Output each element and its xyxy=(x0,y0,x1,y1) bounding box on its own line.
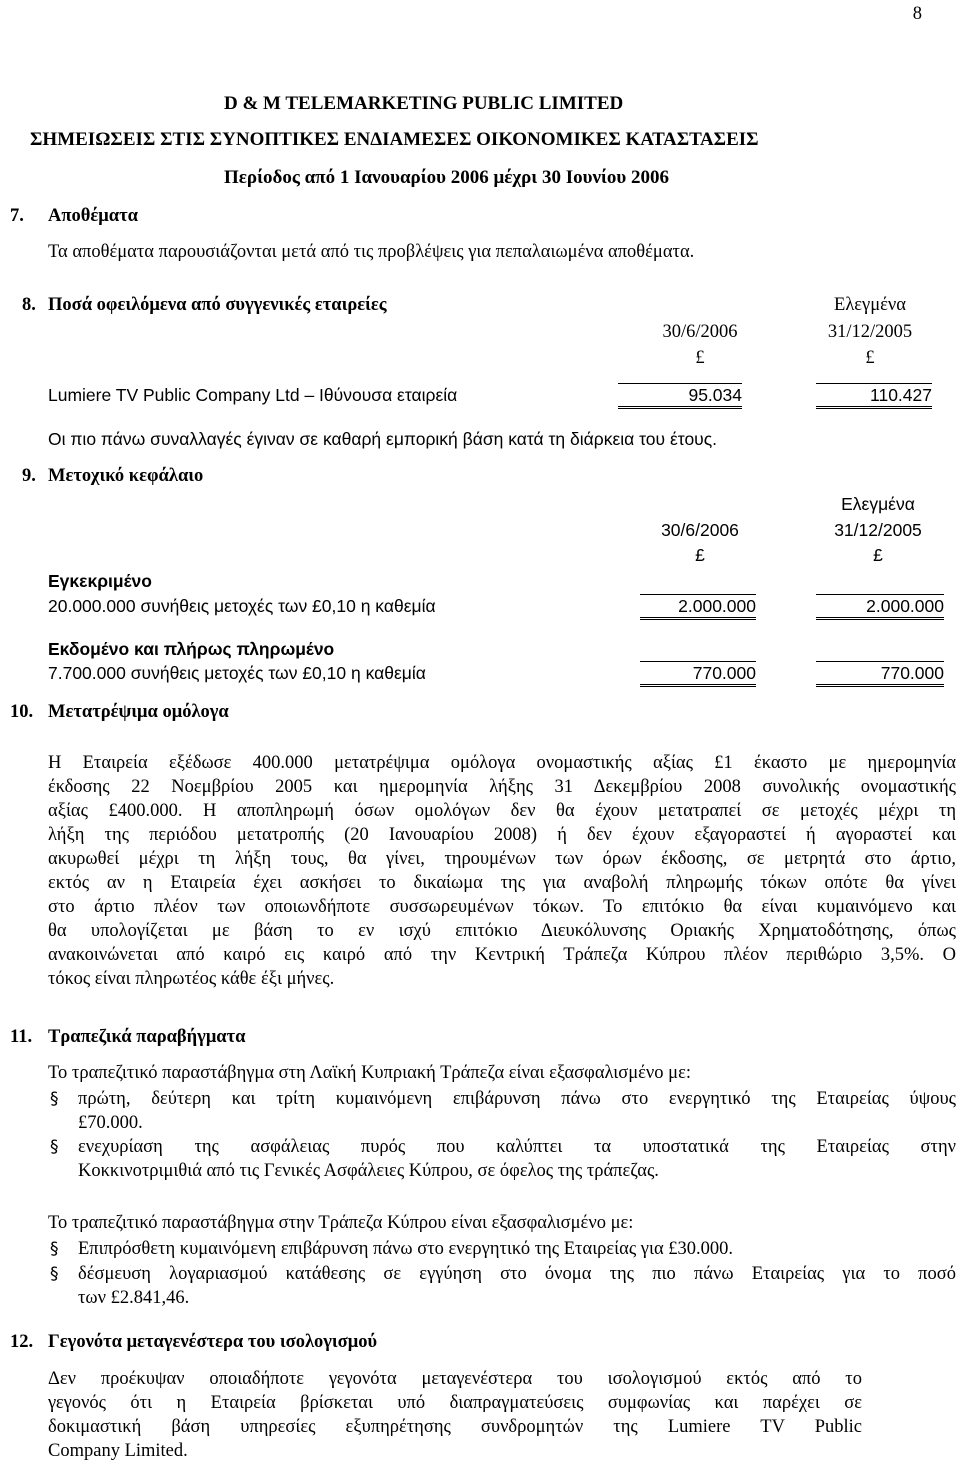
note-12-line: γεγονός ότι η Εταιρεία βρίσκεται υπό διαπραγματεύσεις συμφωνίας και παρέχει σε xyxy=(48,1393,862,1413)
note-11-number: 11. xyxy=(10,1027,33,1047)
note-10-line: στο άρτιο πλέον των οποιωνδήποτε συσσωρευμένων τόκων. Το επιτόκιο θα είναι κυμαινόμενο και xyxy=(48,897,956,917)
note-10-line: τόκος είναι πληρωτέος κάθε έξι μήνες. xyxy=(48,969,335,989)
note-12-number: 12. xyxy=(10,1332,34,1352)
note-9-approved-value-2006: 2.000.000 xyxy=(640,594,756,620)
note-11-bullet-4 xyxy=(78,1262,956,1310)
note-8-text: Οι πιο πάνω συναλλαγές έγιναν σε καθαρή εμπορική βάση κατά τη διάρκεια του έτους. xyxy=(48,429,718,449)
note-11-intro-boc: Το τραπεζιτικό παραστάβηγμα στην Τράπεζα Κύπρου είναι εξασφαλισμένο με: xyxy=(48,1213,634,1233)
note-8-number: 8. xyxy=(22,295,36,315)
note-10-title: Μετατρέψιμα ομόλογα xyxy=(48,702,229,722)
note-10-line: Η Εταιρεία εξέδωσε 400.000 μετατρέψιμα ομόλογα ονομαστικής αξίας £1 έκαστο με ημερομηνία xyxy=(48,753,956,773)
note-9-approved-heading: Εγκεκριμένο xyxy=(48,571,152,591)
note-8-title: Ποσά οφειλόμενα από συγγενικές εταιρείες xyxy=(48,295,387,315)
bullet-line: £70.000. xyxy=(78,1113,143,1133)
note-9-col2-header: 31/12/2005 xyxy=(834,520,922,540)
bullet-line: των £2.841,46. xyxy=(78,1288,190,1308)
note-11-bullet-3: Επιπρόσθετη κυμαινόμενη επιβάρυνση πάνω στο ενεργητικό της Εταιρείας για £30.000. xyxy=(78,1239,734,1259)
note-9-issued-heading: Εκδομένο και πλήρως πληρωμένο xyxy=(48,639,335,659)
note-12-line: Δεν προέκυψαν οποιαδήποτε γεγονότα μεταγενέστερα του ισολογισμού εκτός από το xyxy=(48,1369,862,1389)
note-9-audited-label: Ελεγμένα xyxy=(841,494,915,514)
note-10-line: έκδοσης 22 Νοεμβρίου 2005 και ημερομηνία λήξης 31 Δεκεμβρίου 2008 συνολικής ονομαστικής xyxy=(48,777,956,797)
note-11-intro-laiki: Το τραπεζιτικό παραστάβηγμα στη Λαϊκή Κυπριακή Τράπεζα είναι εξασφαλισμένο με: xyxy=(48,1063,691,1083)
note-12-paragraph xyxy=(48,1367,862,1463)
note-10-line: ακυρωθεί μέχρι τη λήξη τους, θα γίνει, τηρουμένων των όρων έκδοσης, σε μετρητά στο άρτιο, xyxy=(48,849,956,869)
page-number: 8 xyxy=(912,4,922,24)
note-9-issued-label: 7.700.000 συνήθεις μετοχές των £0,10 η καθεμία xyxy=(48,663,426,683)
note-9-col1-header: 30/6/2006 xyxy=(661,520,739,540)
note-11-title: Τραπεζικά παραβήγματα xyxy=(48,1027,246,1047)
note-8-row-value-2006: 95.034 xyxy=(618,383,742,409)
note-9-col2-currency: £ xyxy=(873,545,883,565)
note-11-bullet-1 xyxy=(78,1087,956,1135)
note-8-audited-label: Ελεγμένα xyxy=(834,295,906,315)
note-9-approved-label: 20.000.000 συνήθεις μετοχές των £0,10 η καθεμία xyxy=(48,596,436,616)
note-7-title: Αποθέματα xyxy=(48,206,138,226)
bullet-icon: § xyxy=(50,1137,59,1157)
note-9-col1-currency: £ xyxy=(695,545,705,565)
note-9-issued-value-2005: 770.000 xyxy=(816,661,944,687)
note-8-col1-header: 30/6/2006 xyxy=(662,322,738,342)
note-8-row-label: Lumiere TV Public Company Ltd – Ιθύνουσα εταιρεία xyxy=(48,385,458,405)
note-10-line: ανακοινώνεται από καιρό εις καιρό από την Κεντρική Τράπεζα Κύπρου πλέον περιθώριο 3,5%. Ο xyxy=(48,945,956,965)
note-8-row-value-2005: 110.427 xyxy=(816,383,932,409)
note-8-col1-currency: £ xyxy=(695,348,705,368)
note-8-col2-currency: £ xyxy=(865,348,875,368)
note-10-paragraph xyxy=(48,751,956,991)
note-10-line: εκτός αν η Εταιρεία έχει ασκήσει το δικαίωμα της για αναβολή πληρωμής τόκων οπότε θα γίνει xyxy=(48,873,956,893)
bullet-line: δέσμευση λογαριασμού κατάθεσης σε εγγύηση στο όνομα της πιο πάνω Εταιρείας για το ποσό xyxy=(78,1264,956,1284)
note-9-issued-value-2006: 770.000 xyxy=(640,661,756,687)
note-8-col2-header: 31/12/2005 xyxy=(827,322,913,342)
note-12-title: Γεγονότα μεταγενέστερα του ισολογισμού xyxy=(48,1332,378,1352)
note-9-title: Μετοχικό κεφάλαιο xyxy=(48,466,204,486)
period-subtitle: Περίοδος από 1 Ιανουαρίου 2006 μέχρι 30 Ιουνίου 2006 xyxy=(224,167,669,188)
note-9-approved-value-2005: 2.000.000 xyxy=(816,594,944,620)
note-10-line: λήξη της περιόδου μετατροπής (20 Ιανουαρίου 2008) ή δεν έχουν εξαγοραστεί ή αγοραστεί και xyxy=(48,825,956,845)
note-9-number: 9. xyxy=(22,466,36,486)
bullet-line: πρώτη, δεύτερη και τρίτη κυμαινόμενη επιβάρυνση πάνω στο ενεργητικό της Εταιρείας ύψους xyxy=(78,1089,956,1109)
note-11-bullet-2 xyxy=(78,1135,956,1183)
note-10-line: θα υπολογίζεται με βάση το εν ισχύ επιτόκιο Διευκόλυνσης Οριακής Χρηματοδότησης, όπως xyxy=(48,921,956,941)
bullet-icon: § xyxy=(50,1089,59,1109)
note-12-line: Company Limited. xyxy=(48,1441,188,1461)
bullet-icon: § xyxy=(50,1239,59,1259)
company-name: D & M TELEMARKETING PUBLIC LIMITED xyxy=(224,93,624,114)
note-10-number: 10. xyxy=(10,702,34,722)
note-10-line: αξίας £400.000. Η αποπληρωμή όσων ομολόγων δεν θα έχουν μετατραπεί σε μετοχές μέχρι τη xyxy=(48,801,956,821)
note-7-number: 7. xyxy=(10,206,24,226)
bullet-line: ενεχυρίαση της ασφάλειας πυρός που καλύπτει τα υποστατικά της Εταιρείας στην xyxy=(78,1137,956,1157)
bullet-icon: § xyxy=(50,1264,59,1284)
document-title: ΣΗΜΕΙΩΣΕΙΣ ΣΤΙΣ ΣΥΝΟΠΤΙΚΕΣ ΕΝΔΙΑΜΕΣΕΣ ΟΙΚΟΝΟΜΙΚΕΣ ΚΑΤΑΣΤΑΣΕΙΣ xyxy=(30,129,759,150)
note-7-text: Τα αποθέματα παρουσιάζονται μετά από τις προβλέψεις για πεπαλαιωμένα αποθέματα. xyxy=(48,242,695,262)
note-12-line: δοκιμαστική βάση υπηρεσίες εξυπηρέτησης συνδρομητών της Lumiere TV Public xyxy=(48,1417,862,1437)
bullet-line: Κοκκινοτριμιθιά από τις Γενικές Ασφάλειες Κύπρου, σε όφελος της τράπεζας. xyxy=(78,1161,659,1181)
